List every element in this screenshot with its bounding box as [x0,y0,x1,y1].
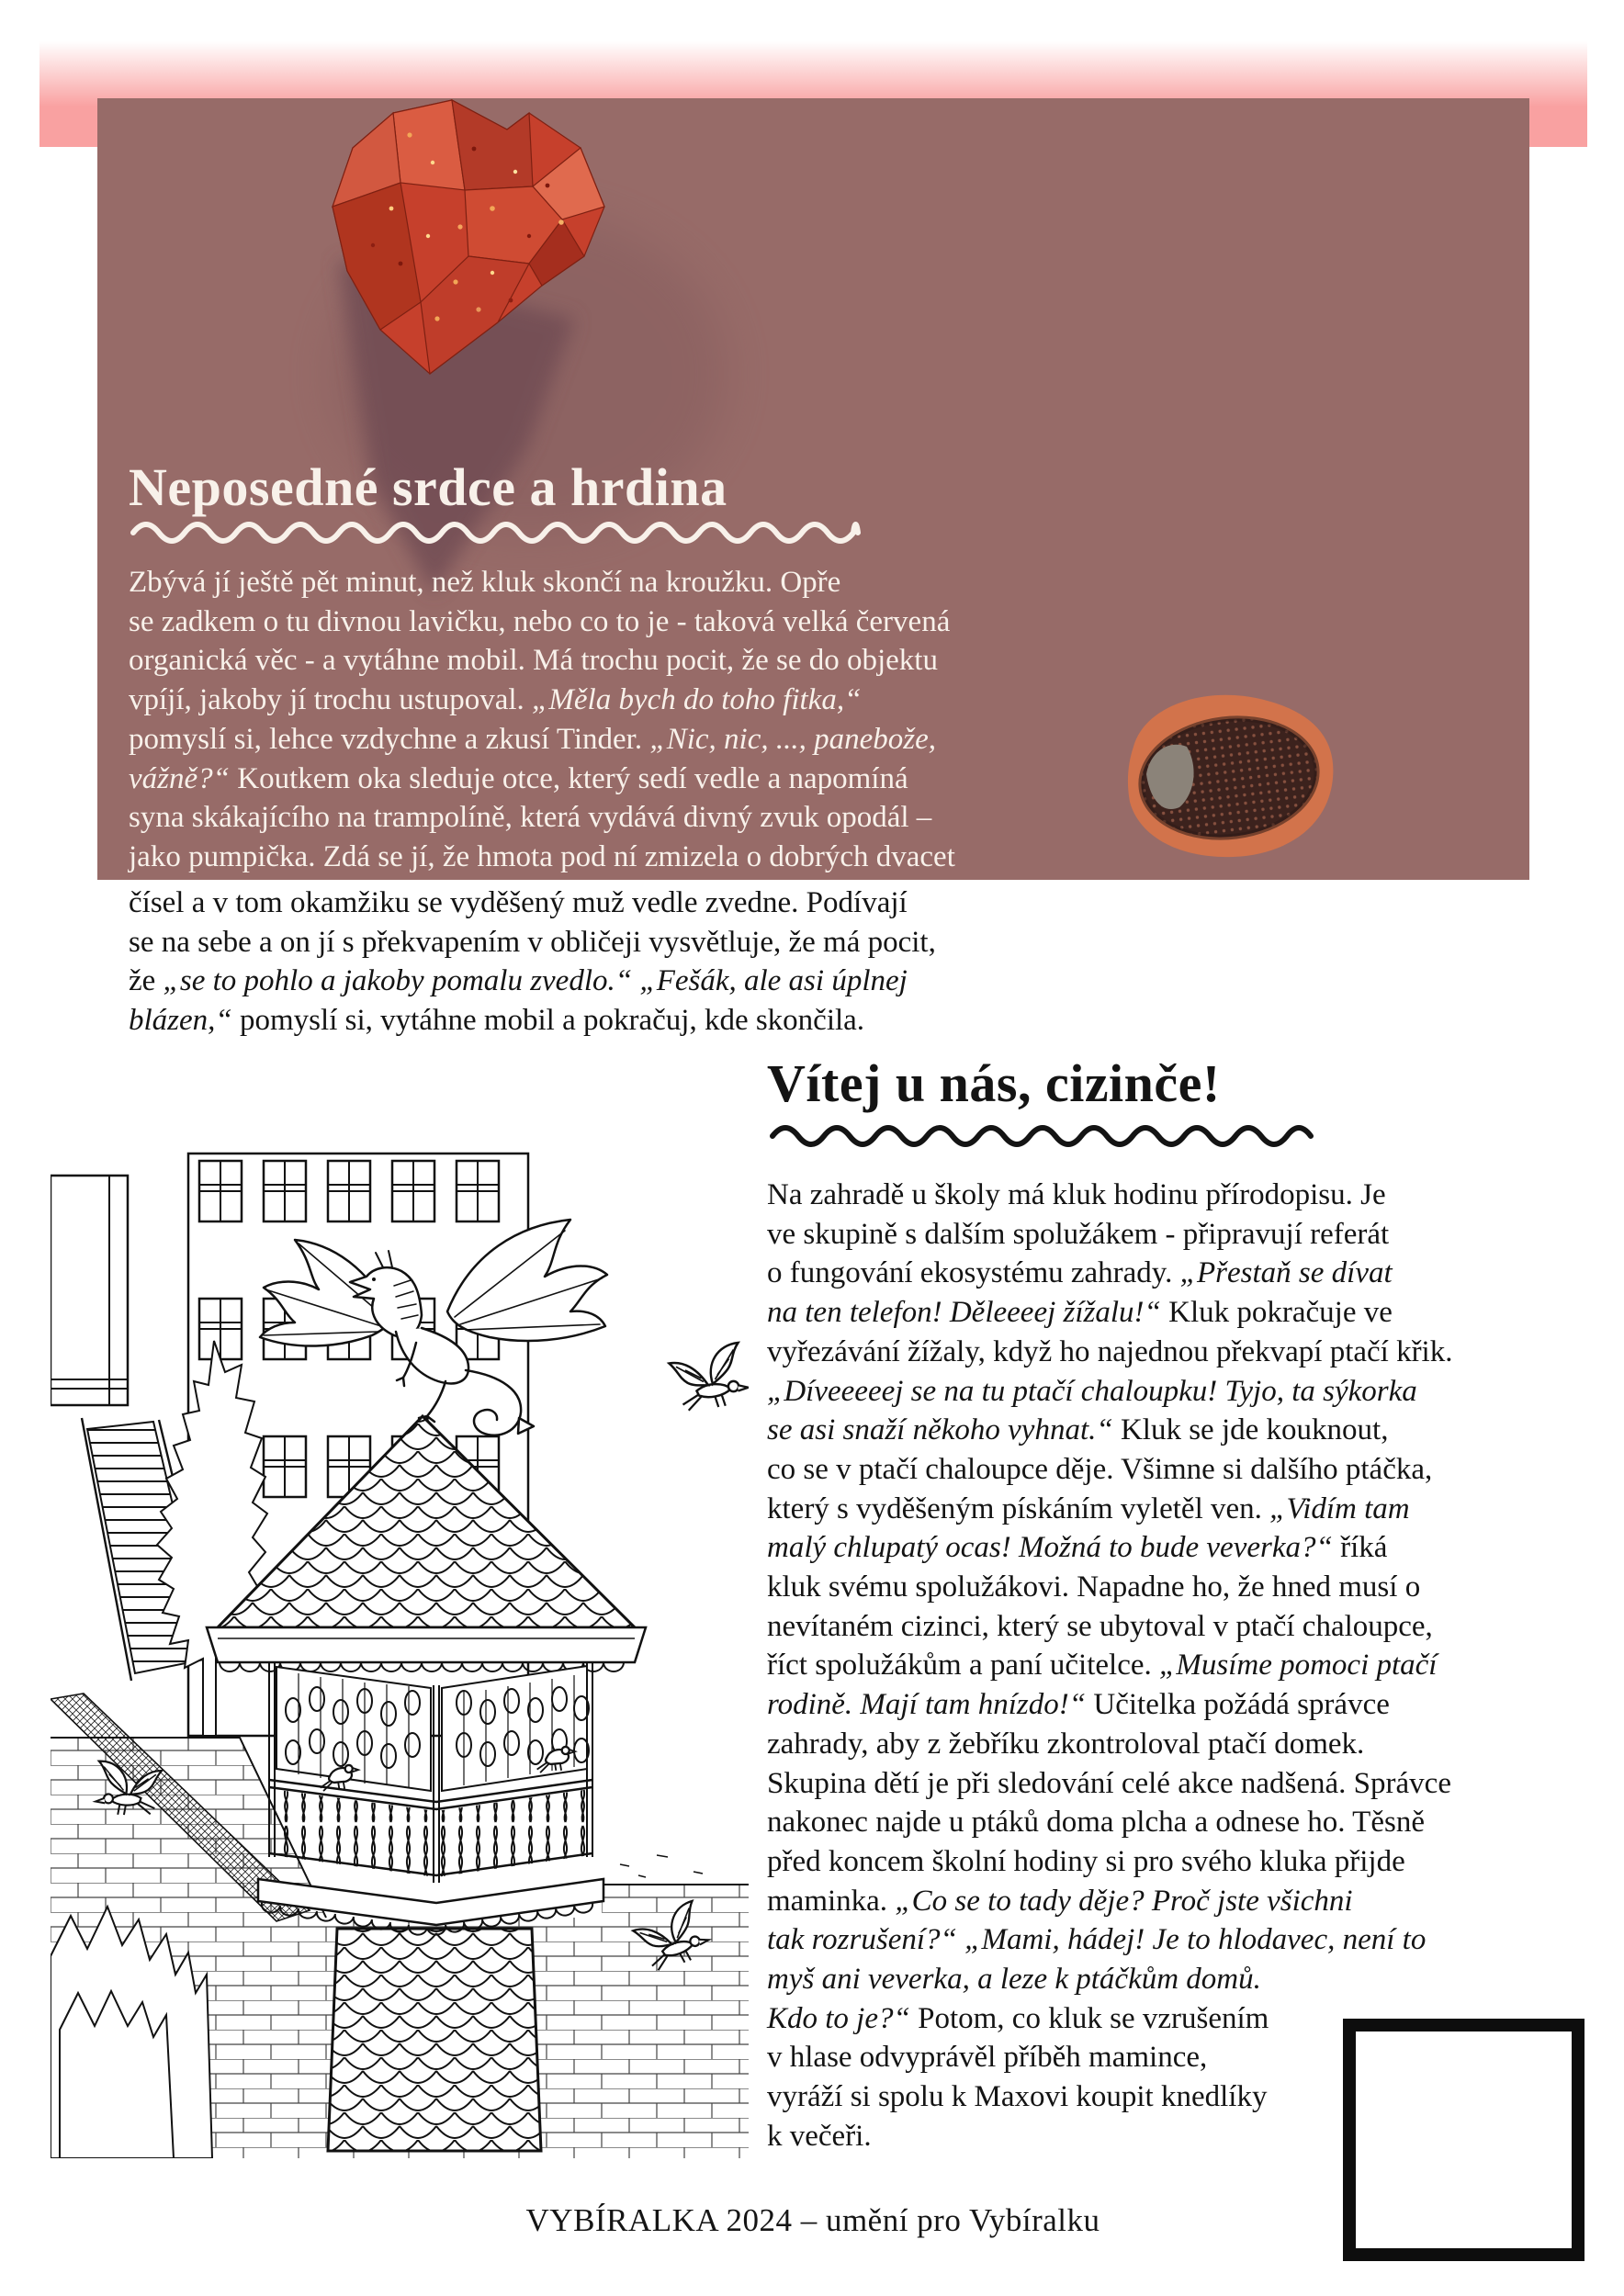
tower-pillar [328,1929,541,2151]
article1-title: Neposedné srdce a hrdina [129,457,727,517]
wavy-underline [130,519,861,546]
hero-image [97,98,1529,880]
text-line: se asi snaží někoho vyhnat.“ Kluk se jde kouknout, [767,1413,1389,1447]
text-line: o fungování ekosystému zahrady. „Přestaň se dívat [767,1256,1393,1290]
clay-speaker-hole [1128,695,1333,857]
text-line: malý chlupatý ocas! Možná to bude veverka?“ říká [767,1531,1388,1565]
text-line: vážně?“ Koutkem oka sleduje otce, který sedí vedle a napomíná [129,761,908,795]
article1-paragraph-on-image [129,563,955,877]
text-line: pomyslí si, lehce vzdychne a zkusí Tinder. „Nic, nic, ..., panebože, [129,722,936,756]
text-line: na ten telefon! Děleeeej žížalu!“ Kluk pokračuje ve [767,1296,1393,1330]
text-line: čísel a v tom okamžiku se vyděšený muž vedle zvedne. Podívají [129,886,908,919]
text-line: před koncem školní hodiny si pro svého kluka přijde [767,1844,1405,1878]
text-line: „Díveeeeej se na tu ptačí chaloupku! Tyjo, ta sýkorka [767,1374,1417,1408]
article1-paragraph-continuation [129,884,936,1041]
text-line: co se v ptačí chaloupce děje. Všimne si dalšího ptáčka, [767,1452,1433,1486]
text-line: maminka. „Co se to tady děje? Proč jste všichni [767,1884,1353,1918]
wavy-underline [770,1122,1314,1150]
text-line: ve skupině s dalším spolužákem - připravují referát [767,1217,1390,1251]
text-line: že „se to pohlo a jakoby pomalu zvedlo.“ „Fešák, ale asi úplnej [129,964,908,998]
left-building [51,1176,128,1405]
text-line: se zadkem o tu divnou lavičku, nebo co to je - taková velká červená [129,604,951,638]
text-line: jako pumpička. Zdá se jí, že hmota pod ní zmizela o dobrých dvacet [129,839,955,873]
text-line: Na zahradě u školy má kluk hodinu přírodopisu. Je [767,1178,1386,1211]
text-line: tak rozrušení?“ „Mami, hádej! Je to hlodavec, není to [767,1923,1427,1957]
text-line: myš ani veverka, a leze k ptáčkům domů. [767,1963,1261,1997]
text-line: Skupina dětí je při sledování celé akce nadšená. Správce [767,1766,1451,1800]
text-line: zahrady, aby z žebříku zkontroloval ptačí domek. [767,1727,1365,1761]
text-line: blázen,“ pomyslí si, vytáhne mobil a pokračuj, kde skončila. [129,1004,865,1038]
text-line: vyřezávání žížaly, když ho najednou překvapí ptačí křik. [767,1334,1453,1368]
birdhouse-gazebo [258,1662,603,1935]
text-line: vpíjí, jakoby jí trochu ustupoval. „Měla bych do toho fitka,“ [129,683,862,717]
text-line: k večeři. [767,2119,872,2153]
text-line: v hlase odvyprávěl příběh mamince, [767,2041,1208,2075]
text-line: vyráží si spolu k Maxovi koupit knedlíky [767,2080,1268,2114]
text-line: syna skákajícího na trampolíně, která vydává divný zvuk opodál – [129,801,932,835]
text-line: říct spolužákům a paní učitelce. „Musíme pomoci ptačí [767,1649,1438,1683]
text-line: rodině. Mají tam hnízdo!“ Učitelka požádá správce [767,1688,1390,1722]
text-line: nakonec najde u ptáků doma plcha a odnese ho. Těsně [767,1806,1425,1840]
cut-out-frame [1343,2019,1585,2261]
article2-paragraph [767,1176,1452,2156]
text-line: organická věc - a vytáhne mobil. Má trochu pocit, že se do objektu [129,644,938,678]
article2-title: Vítej u nás, cizinče! [767,1053,1221,1113]
text-line: Zbývá jí ještě pět minut, než kluk skončí na kroužku. Opře [129,566,841,599]
text-line: se na sebe a on jí s překvapením v obličeji vysvětluje, že má pocit, [129,925,936,959]
text-line: který s vyděšeným pískáním vyletěl ven. „Vidím tam [767,1491,1410,1525]
footer-credit: VYBÍRALKA 2024 – umění pro Vybíralku [525,2202,1100,2238]
text-line: kluk svému spolužákovi. Napadne ho, že hned musí o [767,1570,1421,1604]
flying-bird [670,1343,749,1411]
birdhouse-illustration [51,1148,749,2158]
text-line: nevítaném cizinci, který se ubytoval v ptačí chaloupce, [767,1609,1433,1643]
text-line: Kdo to je?“ Potom, co kluk se vzrušením [767,2001,1269,2035]
